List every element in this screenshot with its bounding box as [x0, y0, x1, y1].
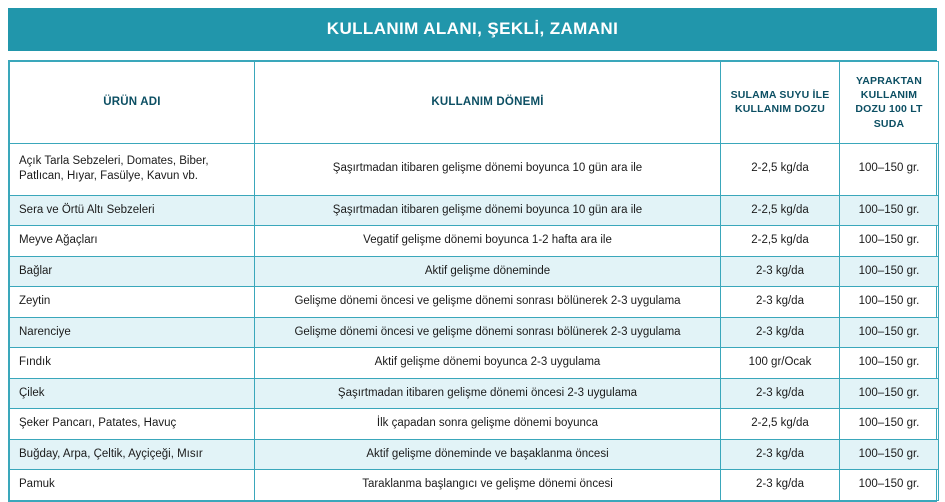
- cell-irrigation-dose: 2-3 kg/da: [721, 287, 840, 318]
- cell-usage-period: Aktif gelişme döneminde: [255, 256, 721, 287]
- cell-foliar-dose: 100–150 gr.: [840, 195, 939, 226]
- cell-foliar-dose: 100–150 gr.: [840, 348, 939, 379]
- cell-foliar-dose: 100–150 gr.: [840, 287, 939, 318]
- cell-foliar-dose: 100–150 gr.: [840, 226, 939, 257]
- cell-product-name: Sera ve Örtü Altı Sebzeleri: [10, 195, 255, 226]
- cell-product-name: Buğday, Arpa, Çeltik, Ayçiçeği, Mısır: [10, 439, 255, 470]
- cell-product-name: Bağlar: [10, 256, 255, 287]
- table-header: [10, 62, 939, 144]
- cell-irrigation-dose: 2-2,5 kg/da: [721, 226, 840, 257]
- cell-foliar-dose: 100–150 gr.: [840, 409, 939, 440]
- cell-product-name: Narenciye: [10, 317, 255, 348]
- cell-irrigation-dose: 2-2,5 kg/da: [721, 143, 840, 195]
- column-header-foliar-dose: YAPRAKTAN KULLANIM DOZU 100 LT SUDA: [840, 62, 939, 144]
- cell-usage-period: Vegatif gelişme dönemi boyunca 1-2 hafta ara ile: [255, 226, 721, 257]
- column-header-period: KULLANIM DÖNEMİ: [255, 62, 721, 144]
- cell-irrigation-dose: 2-2,5 kg/da: [721, 409, 840, 440]
- usage-table: [9, 61, 939, 501]
- cell-irrigation-dose: 100 gr/Ocak: [721, 348, 840, 379]
- table-row: [10, 470, 939, 501]
- table-row: [10, 378, 939, 409]
- cell-usage-period: Gelişme dönemi öncesi ve gelişme dönemi sonrası bölünerek 2-3 uygulama: [255, 287, 721, 318]
- column-header-irrigation-dose: SULAMA SUYU İLE KULLANIM DOZU: [721, 62, 840, 144]
- cell-product-name: Açık Tarla Sebzeleri, Domates, Biber, Patlıcan, Hıyar, Fasülye, Kavun vb.: [10, 143, 255, 195]
- cell-product-name: Şeker Pancarı, Patates, Havuç: [10, 409, 255, 440]
- cell-usage-period: Aktif gelişme dönemi boyunca 2-3 uygulama: [255, 348, 721, 379]
- cell-product-name: Pamuk: [10, 470, 255, 501]
- page-title: KULLANIM ALANI, ŞEKLİ, ZAMANI: [8, 8, 937, 51]
- usage-table-container: [8, 60, 937, 502]
- cell-irrigation-dose: 2-2,5 kg/da: [721, 195, 840, 226]
- cell-irrigation-dose: 2-3 kg/da: [721, 317, 840, 348]
- cell-usage-period: Gelişme dönemi öncesi ve gelişme dönemi sonrası bölünerek 2-3 uygulama: [255, 317, 721, 348]
- cell-irrigation-dose: 2-3 kg/da: [721, 470, 840, 501]
- cell-product-name: Meyve Ağaçları: [10, 226, 255, 257]
- table-row: [10, 409, 939, 440]
- cell-product-name: Çilek: [10, 378, 255, 409]
- table-row: [10, 195, 939, 226]
- cell-product-name: Zeytin: [10, 287, 255, 318]
- table-row: [10, 143, 939, 195]
- cell-foliar-dose: 100–150 gr.: [840, 143, 939, 195]
- cell-usage-period: Aktif gelişme döneminde ve başaklanma öncesi: [255, 439, 721, 470]
- cell-foliar-dose: 100–150 gr.: [840, 317, 939, 348]
- table-row: [10, 348, 939, 379]
- cell-usage-period: Şaşırtmadan itibaren gelişme dönemi öncesi 2-3 uygulama: [255, 378, 721, 409]
- cell-irrigation-dose: 2-3 kg/da: [721, 256, 840, 287]
- cell-foliar-dose: 100–150 gr.: [840, 378, 939, 409]
- table-header-row: [10, 62, 939, 144]
- table-row: [10, 439, 939, 470]
- table-row: [10, 317, 939, 348]
- table-body: [10, 143, 939, 500]
- table-row: [10, 256, 939, 287]
- cell-usage-period: Şaşırtmadan itibaren gelişme dönemi boyunca 10 gün ara ile: [255, 143, 721, 195]
- cell-irrigation-dose: 2-3 kg/da: [721, 439, 840, 470]
- cell-irrigation-dose: 2-3 kg/da: [721, 378, 840, 409]
- table-row: [10, 287, 939, 318]
- cell-usage-period: İlk çapadan sonra gelişme dönemi boyunca: [255, 409, 721, 440]
- cell-product-name: Fındık: [10, 348, 255, 379]
- cell-foliar-dose: 100–150 gr.: [840, 439, 939, 470]
- cell-foliar-dose: 100–150 gr.: [840, 470, 939, 501]
- cell-usage-period: Şaşırtmadan itibaren gelişme dönemi boyunca 10 gün ara ile: [255, 195, 721, 226]
- cell-usage-period: Taraklanma başlangıcı ve gelişme dönemi öncesi: [255, 470, 721, 501]
- column-header-product: ÜRÜN ADI: [10, 62, 255, 144]
- table-row: [10, 226, 939, 257]
- cell-foliar-dose: 100–150 gr.: [840, 256, 939, 287]
